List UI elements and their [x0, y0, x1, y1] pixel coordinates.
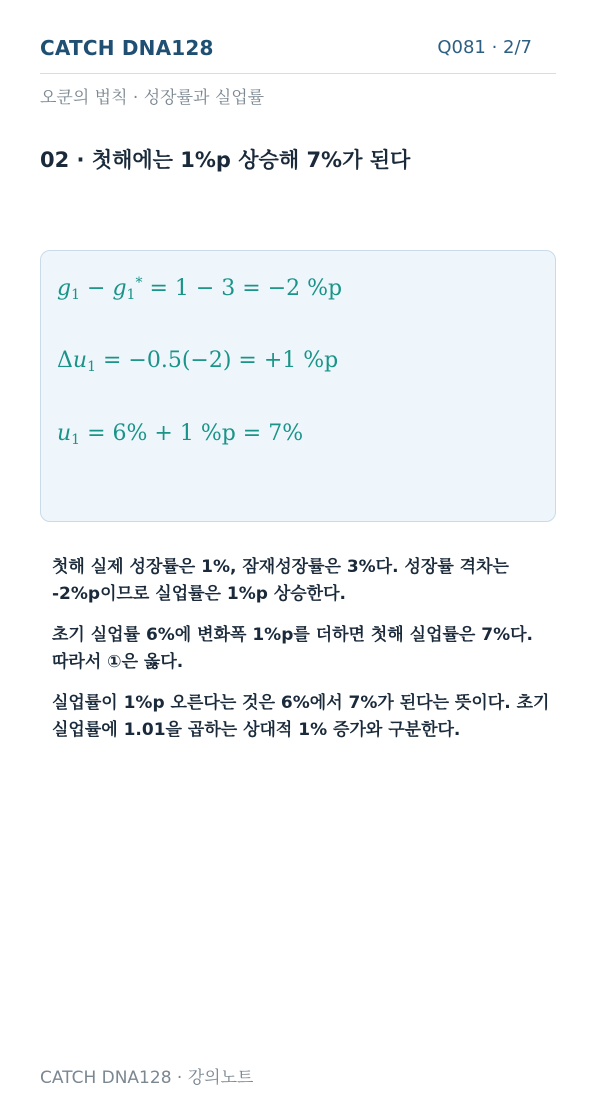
- page-header: [40, 36, 556, 74]
- equation-growth-gap: $g_1 - g_1^* = 1 - 3 = -2$ %p: [57, 275, 343, 303]
- page-code: Q081 · 2/7: [437, 37, 532, 58]
- explanation-paragraph-3: 실업률이 1%p 오른다는 것은 6%에서 7%가 된다는 뜻이다. 초기 실업률에 1.01을 곱하는 상대적 1% 증가와 구분한다.: [52, 693, 550, 740]
- page-footer: CATCH DNA128 · 강의노트: [40, 1068, 254, 1088]
- equation-unemployment-change: $\Delta u_1 = -0.5(-2) = +1$ %p: [57, 348, 339, 375]
- section-title: 02 · 첫해에는 1%p 상승해 7%가 된다: [40, 148, 411, 172]
- explanation-paragraph-2: 초기 실업률 6%에 변화폭 1%p를 더하면 첫해 실업률은 7%다. 따라서 ①은 옳다.: [52, 625, 533, 672]
- page-subtitle: 오쿤의 법칙 · 성장률과 실업률: [40, 88, 265, 108]
- brand-title: CATCH DNA128: [40, 36, 214, 60]
- explanation-paragraph-1: 첫해 실제 성장률은 1%, 잠재성장률은 3%다. 성장률 격차는 -2%p이므로 실업률은 1%p 상승한다.: [52, 557, 509, 604]
- equation-box: [40, 250, 556, 522]
- equation-unemployment-rate: $u_1 = 6\% + 1$ %p = 7%: [57, 421, 304, 448]
